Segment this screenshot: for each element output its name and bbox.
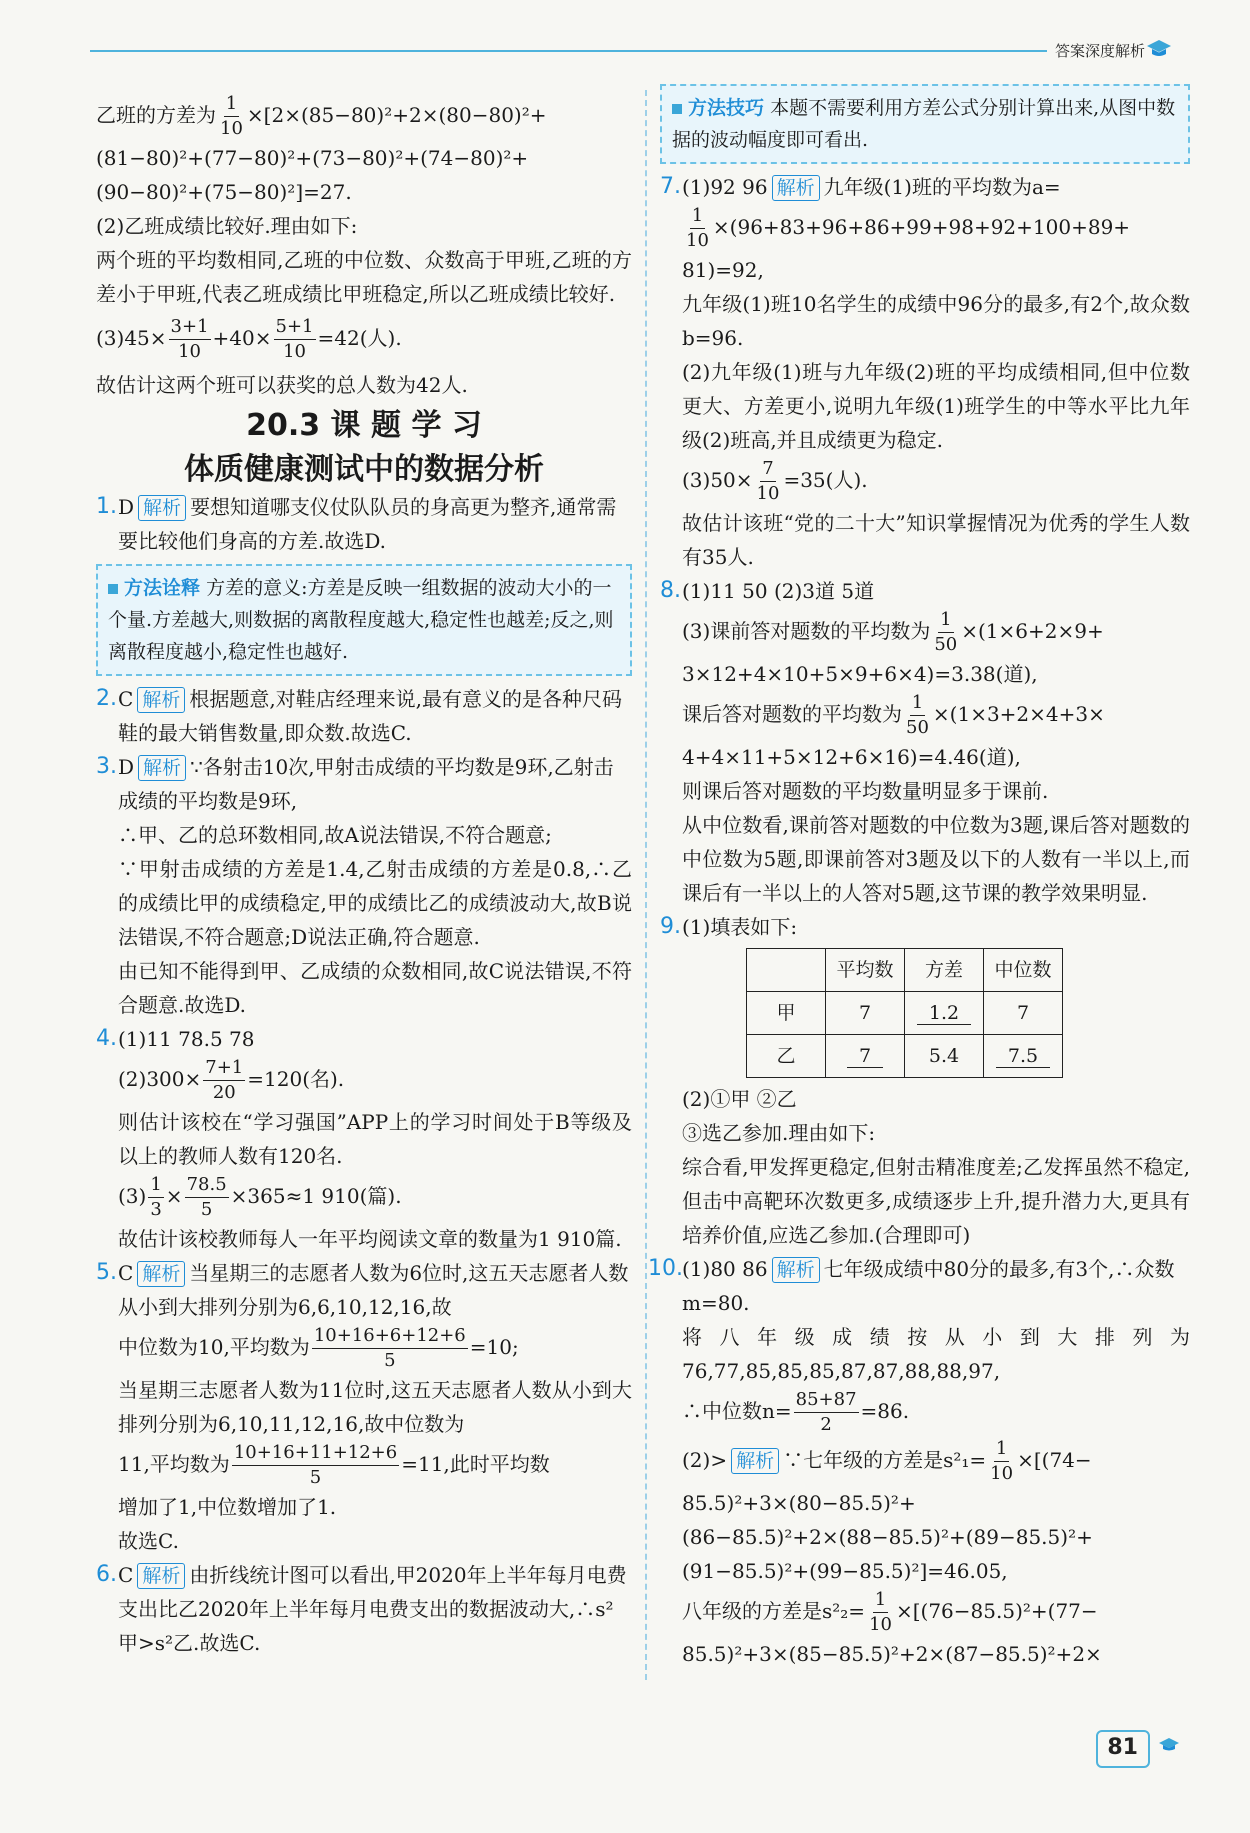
answer-item: 5. C 解析 当星期三的志愿者人数为6位时,这五天志愿者人数从小到大排列分别为6,6,10,12,16,故 中位数为10,平均数为 $\frac{10+16+6+12+6}{5}$ =10; 当星期三志愿者人数为11位时,这五天志愿者人数从小到大排列分别为6,10,11,12,16,故中位数为 11,平均数为 $\frac{10+16+11+12+6}{5}$ =11,此时平均数 增加了1,中位数增加了1. 故选C. [96,1260,632,1553]
section-title: 20.3 课 题 学 习 [246,408,482,443]
header-title: 答案深度解析 [1047,40,1145,61]
text: 两个班的平均数相同,乙班的中位数、众数高于甲班,乙班的方差小于甲班,代表乙班成绩比甲班稳定,所以乙班成绩比较好. [96,248,632,306]
analysis-tag: 解析 [137,687,185,713]
text: ×[2×(85−80)²+2×(80−80)²+ [246,103,547,127]
analysis-tag: 解析 [772,1257,820,1283]
text: (81−80)²+(77−80)²+(73−80)²+(74−80)²+ [96,146,529,170]
table-header: 平均数 [826,949,905,992]
fraction: $\frac{1}{10}$ [220,93,243,139]
analysis-tag: 解析 [772,175,820,201]
method-box: 方法诠释 方差的意义:方差是反映一组数据的波动大小的一个量.方差越大,则数据的离散程度越大,稳定性也越差;反之,则离散程度越小,稳定性也越好. [96,564,632,676]
answer-item: 4. (1)11 78.5 78 (2)300× $\frac{7+1}{20}$ =120(名). 则估计该校在“学习强国”APP上的学习时间处于B等级及以上的教师人数有120名. (3) $\frac{1}{3}$ × $\frac{78.5}{5}$ ×365≈1 910(篇). 故估计该校教师每人一年平均阅读文章的数量为1 910篇. [96,1026,632,1251]
fraction: $\frac{5+1}{10}$ [275,316,314,362]
answer-item: 9. (1)填表如下: 平均数 方差 中位数 甲 7 1.2 7 乙 7 5.4 7.5 (2)①甲 ②乙 ③选乙参加.理由如下: 综合看,甲发挥更稳定,但射击精准度差;乙发挥虽然不稳定,但击中高靶环次数更多,成绩逐步上升,提升潜力大,更具有培养价值,应选乙参加.(合理即可) [660,914,1190,1247]
right-column [648,92,1190,1671]
answer-item: 10. (1)80 86 解析 七年级成绩中80分的最多,有3个,∴众数m=80. 将八年级成绩按从小到大排列为76,77,85,85,85,87,87,88,88,97, ∴中位数n= $\frac{85+87}{2}$ =86. (2)> 解析 ∵七年级的方差是s²₁= $\frac{1}{10}$ ×[(74− 85.5)²+3×(80−85.5)²+(86−85.5)²+2×(88−85.5)²+(89−85.5)²+(91−85.5)²+(99−85.5)²]=46.05, 八年级的方差是s²₂= $\frac{1}{10}$ ×[(76−85.5)²+(77− 85.5)²+3×(85−85.5)²+2×(87−85.5)²+2× [648,1256,1190,1666]
left-column: 乙班的方差为 $\frac{1}{10}$ ×[2×(85−80)²+2×(80−80)²+ (81−80)²+(77−80)²+(73−80)²+(74−80)²+ (90−80)²+(75−80)²]=27. (2)乙班成绩比较好.理由如下: 两个班的平均数相同,乙班的中位数、众数高于甲班,乙班的方差小于甲班,代表乙班成绩比甲班稳定,所以乙班成绩比较好. (3)45× $\frac{3+1}{10}$ +40× $\frac{5+1}{10}$ =42(人). 故估计这两个班可以获奖的总人数为42人. 20.3 课 题 学 习 体质健康测试中的数据分析 1. D 解析 要想知道哪支仪仗队队员的身高更为整齐,通常需要比较他们身高的方差.故选D. 方法诠释 方差的意义:方差是反映一组数据的波动大小的一个量.方差越大,则数据的离散程度越大,稳定性也越差;反之,则离散程度越小,稳定性也越好. 2. C 解析 根据题意,对鞋店经理来说,最有意义的是各种尺码鞋的最大销售数量,即众数.故选C. 3. D 解析 ∵各射击10次,甲射击成绩的平均数是9环,乙射击成绩的平均数是9环, ∴甲、乙的总环数相同,故A说法错误,不符合题意; ∵甲射击成绩的方差是1.4,乙射击成绩的方差是0.8,∴乙的成绩比甲的成绩稳定,甲的成绩比乙的成绩波动大,故B说法错误,不符合题意;D说法正确,符合题意. 由已知不能得到甲、乙成绩的众数相同,故C说法错误,不符合题意.故选D. 4. (1)11 78.5 78 (2)300× $\frac{7+1}{20}$ =120(名). 则估计该校在“学习强国”APP上的学习时间处于B等级及以上的教师人数有120名. (3) $\frac{1}{3}$ × $\frac{78.5}{5}$ ×365≈1 910(篇). 故估计该校教师每人一年平均阅读文章的数量为1 910篇. 5. C 解析 当星期三的志愿者人数为6位时,这五天志愿者人数从小到大排列分别为6,6,10,12,16,故 中位数为10,平均数为 $\frac{10+16+6+12+6}{5}$ =10; 当星期三志愿者人数为11位时,这五天志愿者人数从小到大排列分别为6,10,11,12,16,故中位数为 11,平均数为 $\frac{10+16+11+12+6}{5}$ =11,此时平均数 增加了1,中位数增加了1. 故选C. 6. C 解析 由折线统计图可以看出,甲2020年上半年每月电费支出比乙2020年上半年每月电费支出的数据波动大,∴s²甲>s²乙.故选C. [96,92,632,1660]
answer-item: 8. (1)11 50 (2)3道 5道 (3)课前答对题数的平均数为 $\frac{1}{50}$ ×(1×6+2×9+ 3×12+4×10+5×9+6×4)=3.38(道), 课后答对题数的平均数为 $\frac{1}{50}$ ×(1×3+2×4+3× 4+4×11+5×12+6×16)=4.46(道), 则课后答对题数的平均数量明显多于课前. 从中位数看,课前答对题数的中位数为3题,课后答对题数的中位数为5题,即课前答对3题及以下的人数有一半以上,而课后有一半以上的人答对5题,这节课的教学效果明显. [660,578,1190,905]
analysis-tag: 解析 [137,1261,185,1287]
table-row: 甲 7 1.2 7 [747,992,1063,1035]
square-icon [108,584,118,594]
header-rule [90,50,1120,52]
analysis-tag: 解析 [138,495,186,521]
answer-item: 6. C 解析 由折线统计图可以看出,甲2020年上半年每月电费支出比乙2020年上半年每月电费支出的数据波动大,∴s²甲>s²乙.故选C. [96,1562,627,1655]
analysis-tag: 解析 [137,1563,185,1589]
result-table [746,948,1063,1078]
method-box: 方法技巧 本题不需要利用方差公式分别计算出来,从图中数据的波动幅度即可看出. [660,84,1190,164]
table-header: 中位数 [984,949,1063,992]
answer-item: 7. (1)92 96 解析 九年级(1)班的平均数为a= $\frac{1}{10}$ ×(96+83+96+86+99+98+92+100+89+ 81)=92, 九年级(1)班10名学生的成绩中96分的最多,有2个,故众数b=96. (2)九年级(1)班与九年级(2)班的平均成绩相同,但中位数更大、方差更小,说明九年级(1)班学生的中等水平比九年级(2)班高,并且成绩更为稳定. (3)50× $\frac{7}{10}$ =35(人). 故估计该班“党的二十大”知识掌握情况为优秀的学生人数有35人. [660,174,1190,569]
text: 故估计这两个班可以获奖的总人数为42人. [96,373,468,397]
analysis-tag: 解析 [731,1448,779,1474]
fraction: $\frac{3+1}{10}$ [170,316,209,362]
text: (90−80)²+(75−80)²]=27. [96,180,352,204]
table-row: 乙 7 5.4 7.5 [747,1035,1063,1078]
text: 乙班的方差为 [96,103,216,127]
analysis-tag: 解析 [138,755,186,781]
graduation-cap-icon [1146,38,1172,60]
table-header: 方差 [905,949,984,992]
square-icon [672,104,682,114]
table-header [747,949,826,992]
answer-item: 3. D 解析 ∵各射击10次,甲射击成绩的平均数是9环,乙射击成绩的平均数是9环, ∴甲、乙的总环数相同,故A说法错误,不符合题意; ∵甲射击成绩的方差是1.4,乙射击成绩的方差是0.8,∴乙的成绩比甲的成绩稳定,甲的成绩比乙的成绩波动大,故B说法错误,不符合题意;D说法正确,符合题意. 由已知不能得到甲、乙成绩的众数相同,故C说法错误,不符合题意.故选D. [96,754,632,1017]
section-subtitle: 体质健康测试中的数据分析 [184,452,544,487]
page-number: 81 [1107,1735,1138,1760]
column-divider [645,90,647,1680]
cap-icon [1158,1737,1180,1755]
answer-item: 2. C 解析 根据题意,对鞋店经理来说,最有意义的是各种尺码鞋的最大销售数量,即众数.故选C. [96,686,623,745]
answer-item: 1. D 解析 要想知道哪支仪仗队队员的身高更为整齐,通常需要比较他们身高的方差.故选D. [96,494,617,553]
text: (2)乙班成绩比较好.理由如下: [96,214,358,238]
